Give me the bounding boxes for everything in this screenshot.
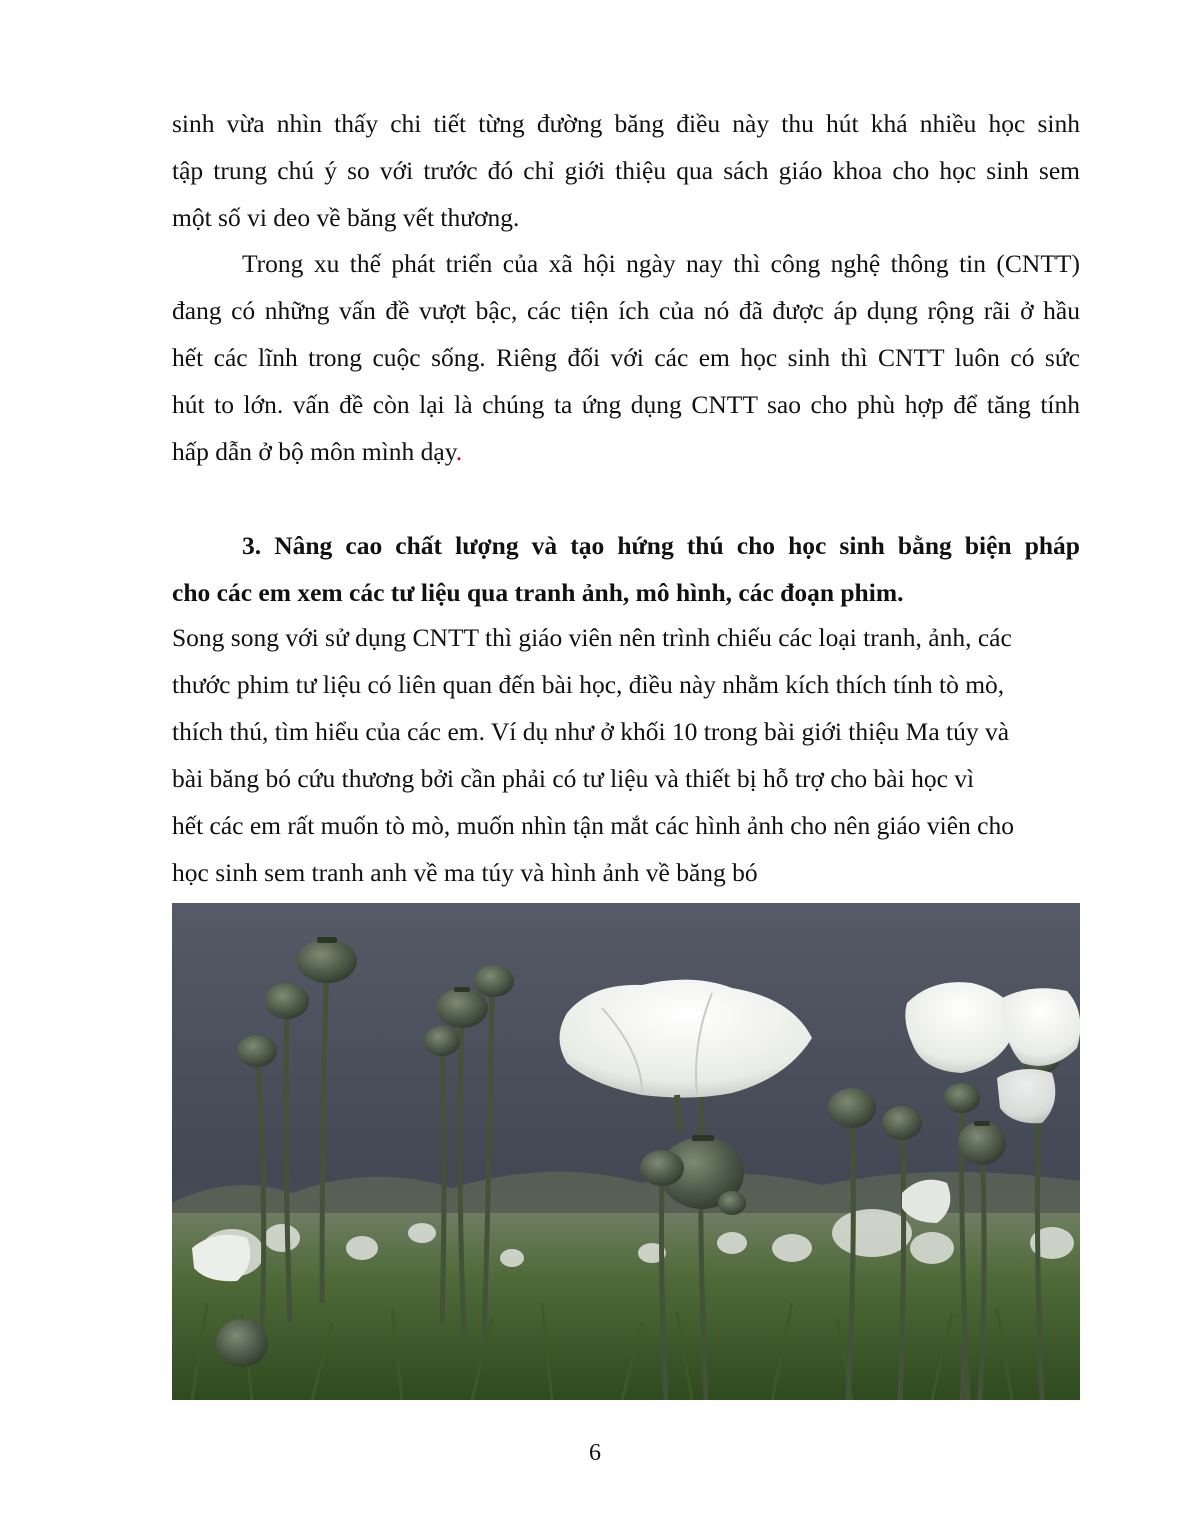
- text-span: hấp dẫn ở bộ môn mình dạy: [172, 437, 456, 466]
- paragraph-2: [172, 240, 1080, 475]
- text-line: tập trung chú ý so với trước đó chỉ giới thiệu qua sách giáo khoa cho học sinh sem: [172, 156, 1080, 185]
- text-line: thước phim tư liệu có liên quan đến bài học, điều này nhằm kích thích tính tò mò,: [172, 670, 1005, 699]
- heading-line: 3. Nâng cao chất lượng và tạo hứng thú cho học sinh bằng biện pháp: [242, 531, 1080, 560]
- text-line: bài băng bó cứu thương bởi cần phải có tư liệu và thiết bị hỗ trợ cho bài học vì: [172, 764, 975, 793]
- text-line: hết các lĩnh trong cuộc sống. Riêng đối với các em học sinh thì CNTT luôn có sức: [172, 343, 1080, 372]
- text-line: một số vi deo về băng vết thương.: [172, 203, 520, 232]
- text-line: Trong xu thế phát triển của xã hội ngày nay thì công nghệ thông tin (CNTT): [242, 249, 1080, 278]
- red-period: .: [455, 437, 463, 466]
- text-line: hút to lớn. vấn đề còn lại là chúng ta ứng dụng CNTT sao cho phù hợp để tăng tính: [172, 390, 1080, 419]
- paragraph-3: [172, 614, 1080, 896]
- text-line: đang có những vấn đề vượt bậc, các tiện ích của nó đã được áp dụng rộng rãi ở hầu: [172, 296, 1080, 325]
- text-line: hết các em rất muốn tò mò, muốn nhìn tận mắt các hình ảnh cho nên giáo viên cho: [172, 811, 1014, 840]
- text-line: [172, 428, 1080, 475]
- section-heading: [172, 522, 1080, 616]
- text-line: thích thú, tìm hiểu của các em. Ví dụ như ở khối 10 trong bài giới thiệu Ma túy và: [172, 717, 1010, 746]
- text-line: sinh vừa nhìn thấy chi tiết từng đường băng điều này thu hút khá nhiều học sinh: [172, 109, 1080, 138]
- text-line: học sinh sem tranh anh về ma túy và hình ảnh về băng bó: [172, 858, 758, 887]
- heading-line: cho các em xem các tư liệu qua tranh ảnh, mô hình, các đoạn phim.: [172, 578, 904, 607]
- text-line: Song song với sử dụng CNTT thì giáo viên nên trình chiếu các loại tranh, ảnh, các: [172, 623, 1012, 652]
- paragraph-1: [172, 100, 1080, 241]
- poppy-field-photo: [172, 903, 1080, 1400]
- page-number: 6: [589, 1440, 601, 1466]
